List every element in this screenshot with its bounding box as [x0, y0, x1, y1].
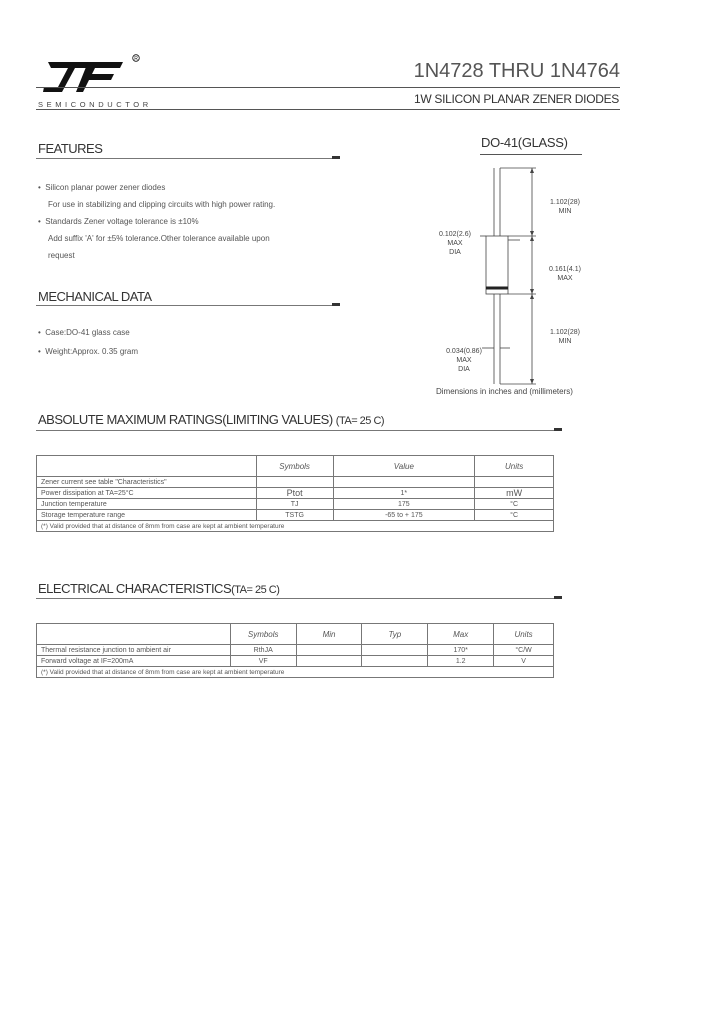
header-divider: [36, 87, 620, 88]
section-rule: [36, 598, 562, 599]
section-rule: [36, 158, 340, 159]
table-note-row: (*) Valid provided that at distance of 8mm from case are kept at ambient temperature: [37, 521, 554, 532]
section-rule-tab: [554, 428, 562, 431]
mechanical-heading: MECHANICAL DATA: [38, 289, 152, 304]
table-row: Forward voltage at IF=200mA VF 1.2 V: [37, 656, 554, 667]
table-row: Thermal resistance junction to ambient air RthJA 170* °C/W: [37, 645, 554, 656]
company-name: SEMICONDUCTOR: [38, 100, 152, 109]
features-heading: FEATURES: [38, 141, 103, 156]
feature-item: For use in stabilizing and clipping circuits with high power rating.: [48, 200, 276, 209]
abs-max-heading: ABSOLUTE MAXIMUM RATINGS(LIMITING VALUES) (TA= 25 C): [38, 412, 385, 427]
elec-condition: (TA= 25 C): [231, 584, 280, 596]
section-rule-tab: [554, 596, 562, 599]
dim-body-diameter: 0.102(2.6) MAX DIA: [439, 231, 471, 256]
table-header-row: Symbols Value Units: [37, 456, 554, 477]
table-row: Storage temperature range TSTG -65 to + 175 °C: [37, 510, 554, 521]
header-divider: [36, 109, 620, 110]
product-description: 1W SILICON PLANAR ZENER DIODES: [413, 92, 619, 106]
mechanical-item: • Case:DO-41 glass case: [38, 328, 130, 337]
features-list: [38, 179, 275, 264]
package-label: DO-41(GLASS): [481, 135, 568, 150]
section-rule-tab: [332, 303, 340, 306]
dim-lead-top: 1.102(28) MIN: [550, 199, 580, 215]
svg-text:R: R: [134, 56, 138, 62]
feature-item: • Silicon planar power zener diodes: [38, 183, 166, 192]
mechanical-item: • Weight:Approx. 0.35 gram: [38, 347, 139, 356]
feature-item: Add suffix 'A' for ±5% tolerance.Other tolerance available upon: [48, 234, 270, 243]
abs-max-table: [36, 455, 554, 532]
elec-heading: ELECTRICAL CHARACTERISTICS(TA= 25 C): [38, 581, 280, 596]
package-label-rule: [480, 154, 582, 155]
section-rule: [36, 305, 340, 306]
mechanical-list: [38, 323, 138, 361]
table-row: Zener current see table "Characteristics": [37, 477, 554, 488]
dim-lead-bottom: 1.102(28) MIN: [550, 329, 580, 345]
part-number-range: 1N4728 THRU 1N4764: [413, 60, 620, 82]
section-rule-tab: [332, 156, 340, 159]
dim-lead-diameter: 0.034(0.86) MAX DIA: [446, 348, 482, 373]
feature-item: • Standards Zener voltage tolerance is ±10%: [38, 217, 199, 226]
feature-item: request: [48, 251, 75, 260]
dim-body-length: 0.161(4.1) MAX: [549, 266, 581, 282]
dimensions-caption: Dimensions in inches and (millimeters): [436, 387, 573, 396]
table-row: Junction temperature TJ 175 °C: [37, 499, 554, 510]
table-row: Power dissipation at TA=25°C Ptot 1* mW: [37, 488, 554, 499]
abs-max-condition: (TA= 25 C): [335, 415, 385, 427]
electrical-characteristics-table: [36, 623, 554, 678]
table-header-row: Symbols Min Typ Max Units: [37, 624, 554, 645]
section-rule: [36, 430, 562, 431]
table-note-row: (*) Valid provided that at distance of 8mm from case are kept at ambient temperature: [37, 667, 554, 678]
company-logo: [38, 52, 148, 98]
